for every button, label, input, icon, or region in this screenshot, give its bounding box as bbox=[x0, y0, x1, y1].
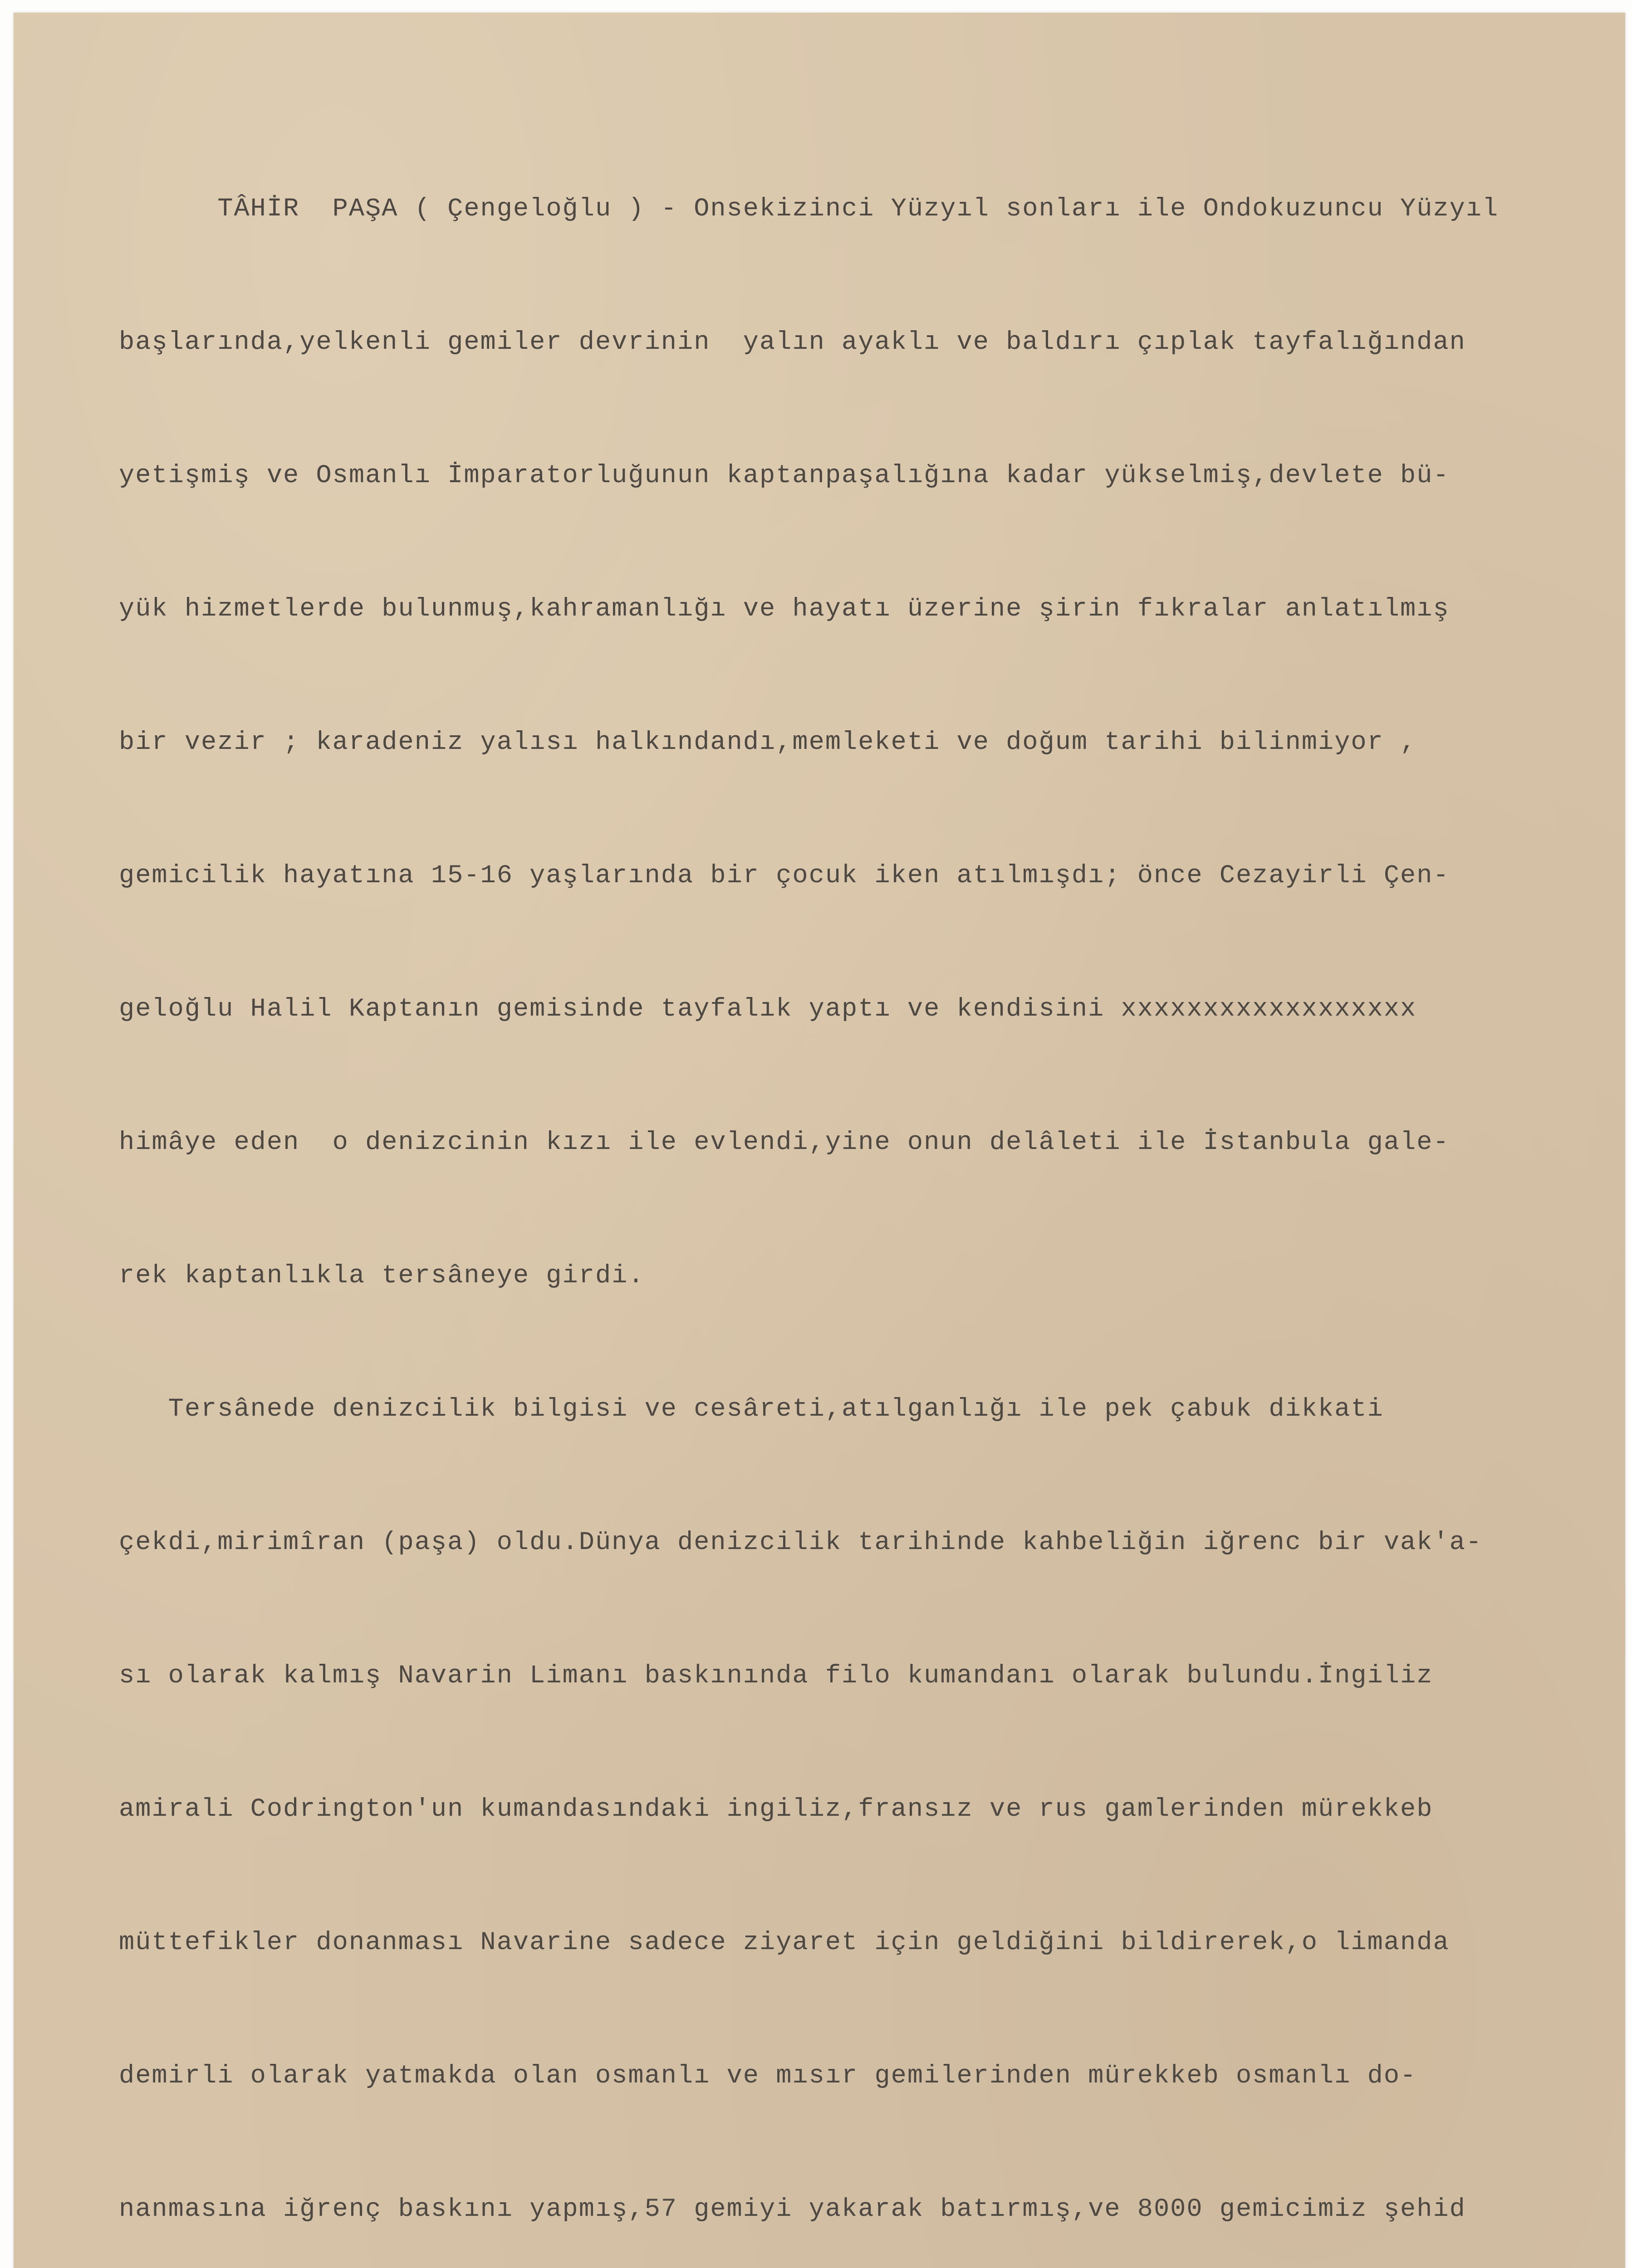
text-line: çekdi,mirimîran (paşa) oldu.Dünya denizcilik tarihinde kahbeliğin iğrenc bir vak'a- bbox=[119, 1528, 1483, 1557]
document-body bbox=[119, 98, 1625, 2268]
text-line: demirli olarak yatmakda olan osmanlı ve mısır gemilerinden mürekkeb osmanlı do- bbox=[119, 2062, 1417, 2091]
typewritten-page bbox=[14, 13, 1625, 2268]
text-line: rek kaptanlıkla tersâneye girdi. bbox=[119, 1261, 645, 1290]
text-line: gemicilik hayatına 15-16 yaşlarında bir çocuk iken atılmışdı; önce Cezayirli Çen- bbox=[119, 861, 1450, 890]
text-line: geloğlu Halil Kaptanın gemisinde tayfalık yaptı ve kendisini xxxxxxxxxxxxxxxxxx bbox=[119, 995, 1417, 1024]
text-line: müttefikler donanması Navarine sadece ziyaret için geldiğini bildirerek,o limanda bbox=[119, 1928, 1450, 1957]
text-line: yetişmiş ve Osmanlı İmparatorluğunun kaptanpaşalığına kadar yükselmiş,devlete bü- bbox=[119, 461, 1450, 490]
text-line: himâye eden o denizcinin kızı ile evlendi,yine onun delâleti ile İstanbula gale- bbox=[119, 1128, 1450, 1157]
text-line: TÂHİR PAŞA ( Çengeloğlu ) - Onsekizinci Yüzyıl sonları ile Ondokuzuncu Yüzyıl bbox=[119, 195, 1499, 224]
text-line: amirali Codrington'un kumandasındaki ingiliz,fransız ve rus gamlerinden mürekkeb bbox=[119, 1795, 1433, 1824]
text-line: Tersânede denizcilik bilgisi ve cesâreti,atılganlığı ile pek çabuk dikkati bbox=[119, 1395, 1384, 1424]
text-line: bir vezir ; karadeniz yalısı halkındandı,memleketi ve doğum tarihi bilinmiyor , bbox=[119, 728, 1417, 757]
text-line: başlarında,yelkenli gemiler devrinin yalın ayaklı ve baldırı çıplak tayfalığından bbox=[119, 328, 1466, 357]
text-line: sı olarak kalmış Navarin Limanı baskınında filo kumandanı olarak bulundu.İngiliz bbox=[119, 1662, 1433, 1691]
text-line: yük hizmetlerde bulunmuş,kahramanlığı ve hayatı üzerine şirin fıkralar anlatılmış bbox=[119, 595, 1450, 624]
text-line: nanmasına iğrenç baskını yapmış,57 gemiyi yakarak batırmış,ve 8000 gemicimiz şehid bbox=[119, 2195, 1466, 2224]
